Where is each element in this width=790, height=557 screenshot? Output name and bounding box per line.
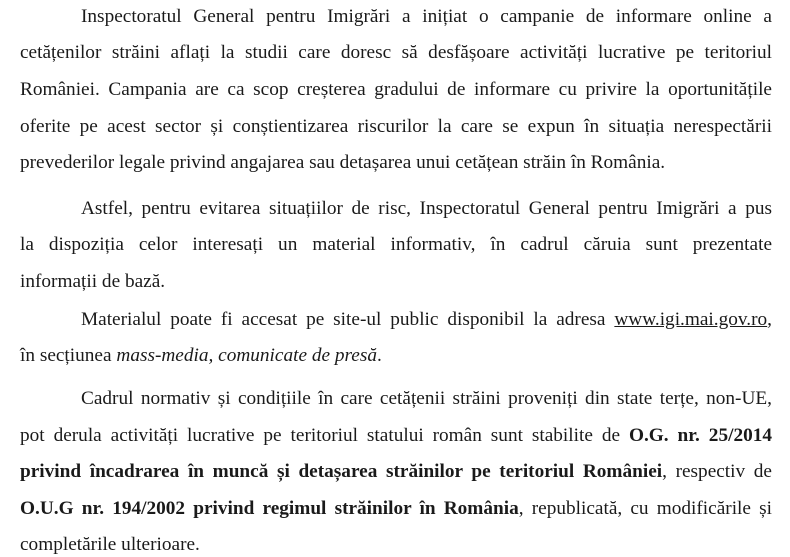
website-link[interactable]: www.igi.mai.gov.ro — [614, 309, 768, 330]
section-prefix: în secțiunea — [20, 345, 112, 366]
law-og-25-2014: O.G. nr. 25/2014 — [628, 425, 773, 446]
paragraph-3-text: Materialul poate fi accesat pe site-ul public disponibil la adresa — [81, 309, 606, 330]
law-oug-194-2002: O.U.G nr. 194/2002 privind regimul străinilor în România — [20, 498, 519, 519]
paragraph-3-line-1 — [81, 309, 772, 331]
section-name: mass-media, comunicate de presă — [116, 345, 377, 366]
paragraph-1-line-2: cetățenilor străini aflați la studii care doresc să desfășoare activități lucrative pe teritoriul — [20, 42, 772, 63]
paragraph-4-line-2 — [20, 425, 772, 447]
paragraph-4-line-1: Cadrul normativ și condițiile în care cetățenii străini proveniți din state terțe, non-UE, — [81, 388, 772, 409]
paragraph-2-line-2: la dispoziția celor interesați un material informativ, în cadrul căruia sunt prezentate — [20, 234, 772, 255]
paragraph-3-comma: , — [767, 309, 772, 330]
paragraph-1-line-4: oferite pe acest sector și conștientizarea riscurilor la care se expun în situația nerespectării — [20, 116, 772, 137]
paragraph-2-line-1: Astfel, pentru evitarea situațiilor de risc, Inspectoratul General pentru Imigrări a pus — [81, 198, 772, 219]
paragraph-4-line-4 — [20, 498, 772, 520]
paragraph-2-line-3: informații de bază. — [20, 271, 166, 292]
paragraph-4-line-5: completările ulterioare. — [20, 534, 200, 555]
paragraph-3-line-2 — [20, 345, 382, 367]
paragraph-4-republicata: , republicată, cu modificările și — [518, 498, 772, 519]
paragraph-4-text: pot derula activități lucrative pe teritoriul statului român sunt stabilite de — [20, 425, 621, 446]
paragraph-1-line-1: Inspectoratul General pentru Imigrări a inițiat o campanie de informare online a — [81, 6, 772, 27]
paragraph-1-line-3: României. Campania are ca scop creșterea gradului de informare cu privire la oportunitățile — [20, 79, 772, 100]
paragraph-4-respectiv: , respectiv de — [662, 461, 772, 482]
law-og-title: privind încadrarea în muncă și detașarea străinilor pe teritoriul României — [20, 461, 663, 482]
paragraph-1-line-5: prevederilor legale privind angajarea sau detașarea unui cetățean străin în România. — [20, 152, 666, 173]
paragraph-4-line-3 — [20, 461, 772, 483]
section-period: . — [377, 345, 382, 366]
